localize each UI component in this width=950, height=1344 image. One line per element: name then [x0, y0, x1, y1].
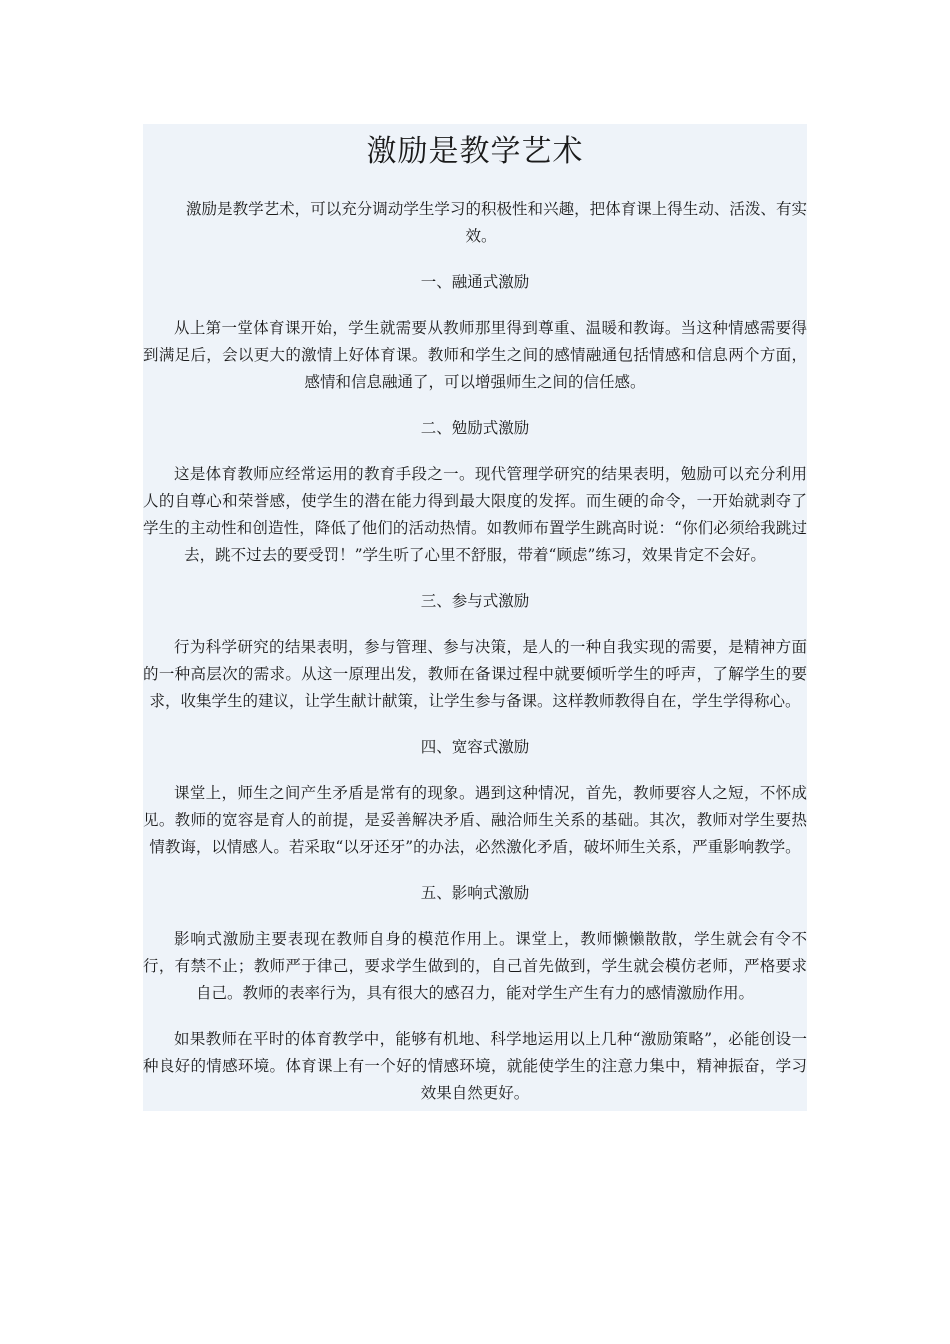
- intro-paragraph: 激励是教学艺术，可以充分调动学生学习的积极性和兴趣，把体育课上得生动、活泼、有实效。: [186, 200, 807, 245]
- section-body-2: 这是体育教师应经常运用的教育手段之一。现代管理学研究的结果表明，勉励可以充分利用人的自尊心和荣誉感，使学生的潜在能力得到最大限度的发挥。而生硬的命令，一开始就剥夺了学生的主动性和创造性，降低了他们的活动热情。如教师布置学生跳高时说：“你们必须给我跳过去，跳不过去的要受罚！”学生听了心里不舒服，带着“顾虑”练习，效果肯定不会好。: [143, 465, 807, 564]
- section-body-5: 影响式激励主要表现在教师自身的模范作用上。课堂上，教师懒懒散散，学生就会有令不行，有禁不止；教师严于律己，要求学生做到的，自己首先做到，学生就会模仿老师，严格要求自己。教师的表率行为，具有很大的感召力，能对学生产生有力的感情激励作用。: [143, 930, 807, 1002]
- conclusion-paragraph: 如果教师在平时的体育教学中，能够有机地、科学地运用以上几种“激励策略”，必能创设一种良好的情感环境。体育课上有一个好的情感环境，就能使学生的注意力集中，精神振奋，学习效果自然更好。: [143, 1030, 807, 1102]
- article-block: [143, 124, 807, 1111]
- section-body-3: 行为科学研究的结果表明，参与管理、参与决策，是人的一种自我实现的需要，是精神方面的一种高层次的需求。从这一原理出发，教师在备课过程中就要倾听学生的呼声，了解学生的要求，收集学生的建议，让学生献计献策，让学生参与备课。这样教师教得自在，学生学得称心。: [143, 638, 807, 710]
- section-body-4: 课堂上，师生之间产生矛盾是常有的现象。遇到这种情况，首先，教师要容人之短，不怀成见。教师的宽容是育人的前提，是妥善解决矛盾、融洽师生关系的基础。其次，教师对学生要热情教诲，以情感人。若采取“以牙还牙”的办法，必然激化矛盾，破坏师生关系，严重影响教学。: [143, 784, 807, 856]
- section-heading-4: 四、宽容式激励: [420, 738, 530, 756]
- section-heading-2: 二、勉励式激励: [420, 419, 530, 437]
- section-heading-3: 三、参与式激励: [420, 592, 530, 610]
- section-heading-1: 一、融通式激励: [420, 273, 530, 291]
- document-title: 激励是教学艺术: [366, 134, 584, 169]
- section-heading-5: 五、影响式激励: [420, 884, 530, 902]
- section-body-1: 从上第一堂体育课开始，学生就需要从教师那里得到尊重、温暖和教诲。当这种情感需要得到满足后，会以更大的激情上好体育课。教师和学生之间的感情融通包括情感和信息两个方面，感情和信息融通了，可以增强师生之间的信任感。: [143, 319, 807, 391]
